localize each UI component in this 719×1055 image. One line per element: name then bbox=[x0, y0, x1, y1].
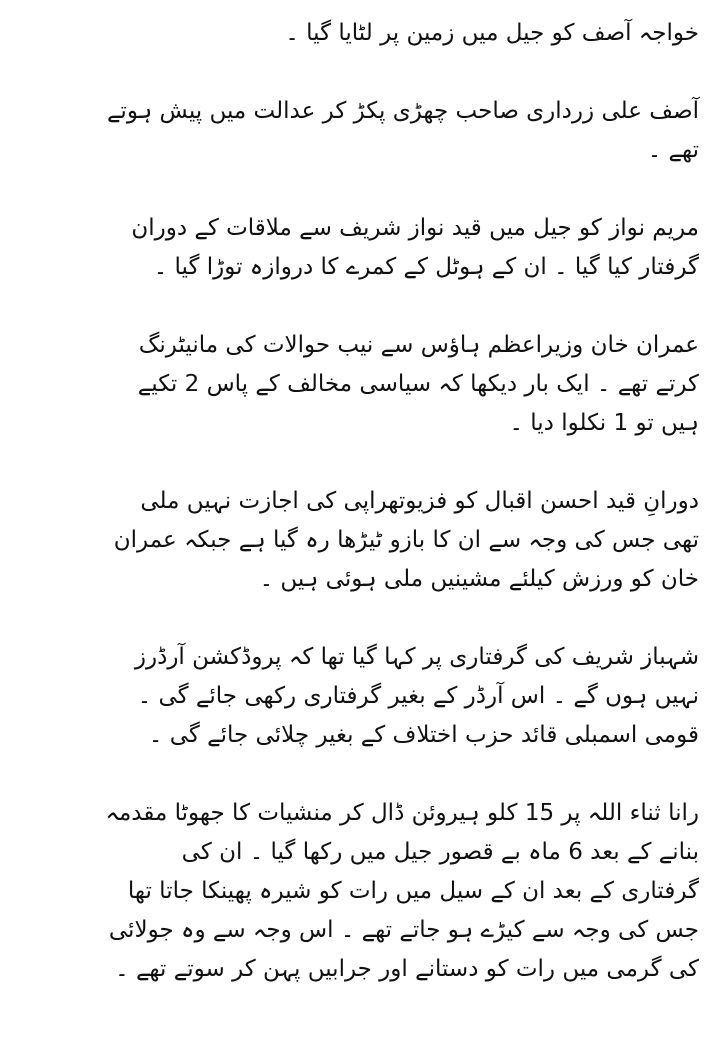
text-line: ہیں تو 1 نکلوا دیا ۔ bbox=[509, 410, 699, 436]
text-line: تھی جس کی وجہ سے ان کا بازو ٹیڑھا رہ گیا ہے جبکہ عمران bbox=[113, 527, 699, 553]
text-line: تھے ۔ bbox=[647, 137, 699, 163]
text-line: نہیں ہوں گے ۔ اس آرڈر کے بغیر گرفتاری رکھی جائے گی ۔ bbox=[137, 683, 699, 709]
text-line: خان کو ورزش کیلئے مشینیں ملی ہوئی ہیں ۔ bbox=[259, 566, 699, 592]
text-line: گرفتار کیا گیا ۔ ان کے ہوٹل کے کمرے کا دروازہ توڑا گیا ۔ bbox=[153, 254, 699, 280]
text-line: کی گرمی میں رات کو دستانے اور جرابیں پہن کر سوتے تھے ۔ bbox=[115, 956, 699, 982]
text-line: عمران خان وزیراعظم ہاؤس سے نیب حوالات کی مانیٹرنگ bbox=[138, 332, 699, 358]
paragraph-khawaja-asif bbox=[58, 14, 699, 53]
paragraph-asif-zardari bbox=[58, 92, 699, 170]
text-line: شہباز شریف کی گرفتاری پر کہا گیا تھا کہ پروڈکشن آرڈرز bbox=[134, 644, 699, 670]
text-line: قومی اسمبلی قائد حزب اختلاف کے بغیر چلائی جائے گی ۔ bbox=[148, 722, 699, 748]
text-line: آصف علی زرداری صاحب چھڑی پکڑ کر عدالت میں پیش ہوتے bbox=[106, 98, 699, 124]
text-line: خواجہ آصف کو جیل میں زمین پر لٹایا گیا ۔ bbox=[285, 20, 699, 46]
text-line: گرفتاری کے بعد ان کے سیل میں رات کو شیرہ پھینکا جاتا تھا bbox=[127, 878, 699, 904]
paragraph-rana-sanaullah bbox=[58, 794, 699, 989]
paragraph-imran-khan bbox=[58, 326, 699, 443]
text-line: بنانے کے بعد 6 ماہ بے قصور جیل میں رکھا گیا ۔ ان کی bbox=[181, 839, 699, 865]
text-line: مریم نواز کو جیل میں قید نواز شریف سے ملاقات کے دوران bbox=[131, 215, 699, 241]
text-line: جس کی وجہ سے کیڑے ہو جاتے تھے ۔ اس وجہ سے وہ جولائی bbox=[108, 917, 699, 943]
paragraph-ahsan-iqbal bbox=[58, 482, 699, 599]
text-line: رانا ثناء اللہ پر 15 کلو ہیروئن ڈال کر منشیات کا جھوٹا مقدمہ bbox=[105, 800, 699, 826]
text-line: دورانِ قید احسن اقبال کو فزیوتھراپی کی اجازت نہیں ملی bbox=[140, 488, 699, 514]
text-line: کرتے تھے ۔ ایک بار دیکھا کہ سیاسی مخالف کے پاس 2 تکیے bbox=[137, 371, 699, 397]
paragraph-maryam-nawaz bbox=[58, 209, 699, 287]
paragraph-shehbaz-sharif bbox=[58, 638, 699, 755]
